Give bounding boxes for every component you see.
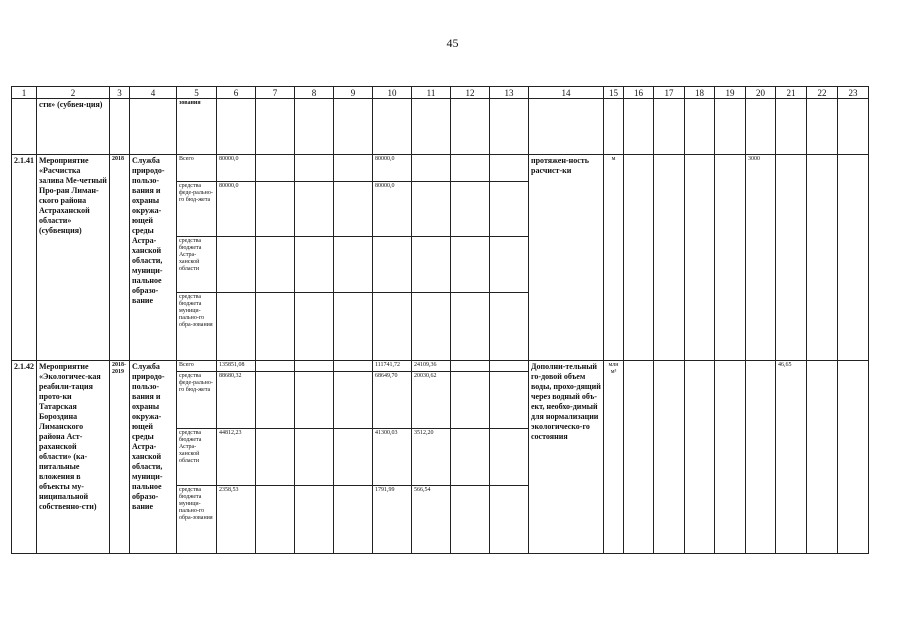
measure-year: 2018: [110, 155, 130, 361]
value-col11: 566,54: [412, 486, 451, 554]
table-row: [12, 155, 869, 182]
continued-source: зования: [177, 99, 217, 155]
column-header: 11: [412, 87, 451, 99]
column-header: 19: [715, 87, 746, 99]
value-col11: 3512,20: [412, 429, 451, 486]
column-header: 15: [604, 87, 624, 99]
program-table: [11, 86, 869, 554]
column-header: 2: [37, 87, 110, 99]
funding-source: средства феде-рально-го бюд-жета: [177, 372, 217, 429]
funding-source: средства бюджета Астра-ханской области: [177, 429, 217, 486]
measure-name: Мероприятие «Расчистка залива Ме-четный Про-ран Лиман-ского района Астраханской области» (субвенция): [37, 155, 110, 361]
value-col10: 111741,72: [373, 361, 412, 372]
column-header: 17: [654, 87, 685, 99]
value-col11: 24109,36: [412, 361, 451, 372]
table-row: [12, 361, 869, 372]
column-header: 4: [130, 87, 177, 99]
column-header: 14: [529, 87, 604, 99]
column-header: 1: [12, 87, 37, 99]
indicator-unit: м: [604, 155, 624, 361]
page-number: 45: [446, 36, 459, 50]
column-header: 16: [624, 87, 654, 99]
funding-source: Всего: [177, 361, 217, 372]
column-header: 7: [256, 87, 295, 99]
column-header: 8: [295, 87, 334, 99]
total-value: 44812,23: [217, 429, 256, 486]
value-col10: 68649,70: [373, 372, 412, 429]
continuation-row: [12, 99, 869, 155]
value-col11: 20030,62: [412, 372, 451, 429]
column-header: 23: [838, 87, 869, 99]
total-value: 80000,0: [217, 182, 256, 237]
column-header: 12: [451, 87, 490, 99]
column-header: 5: [177, 87, 217, 99]
value-col10: 1791,99: [373, 486, 412, 554]
column-header: 21: [776, 87, 807, 99]
column-header: 22: [807, 87, 838, 99]
measure-executor: Служба природо-пользо-вания и охраны окружа-ющей среды Астра-ханской области, муници-пальное образо-вание: [130, 155, 177, 361]
measure-year: 2018-2019: [110, 361, 130, 554]
column-header: 18: [685, 87, 715, 99]
column-header: 6: [217, 87, 256, 99]
column-header: 10: [373, 87, 412, 99]
value-col10: 80000,0: [373, 155, 412, 182]
indicator-value-col21: 46,65: [776, 361, 807, 554]
total-value: 2358,53: [217, 486, 256, 554]
value-col10: 41300,03: [373, 429, 412, 486]
continued-name: сти» (субвен-ция): [37, 99, 110, 155]
indicator-name: протяжен-ность расчист-ки: [529, 155, 604, 361]
total-value: 135851,08: [217, 361, 256, 372]
funding-source: средства бюджета муници-пально-го обра-зования: [177, 293, 217, 361]
funding-source: Всего: [177, 155, 217, 182]
measure-name: Мероприятие «Экологичес-кая реабили-тация прото-ки Татарская Бороздина Лиманского района Аст-раханской области» (ка-питальные вложения в объекты му-ниципальной собственно-сти): [37, 361, 110, 554]
total-value: 88680,32: [217, 372, 256, 429]
indicator-name: Дополни-тельный го-довой объем воды, прохо-дящий через водный объ-ект, необхо-димый для нормализации экологическо-го состояния: [529, 361, 604, 554]
column-header: 3: [110, 87, 130, 99]
indicator-value-col20: 3000: [746, 155, 776, 361]
funding-source: средства феде-рально-го бюд-жета: [177, 182, 217, 237]
funding-source: средства бюджета муници-пально-го обра-зования: [177, 486, 217, 554]
indicator-unit: млн м³: [604, 361, 624, 554]
column-header: 9: [334, 87, 373, 99]
funding-source: средства бюджета Астра-ханской области: [177, 237, 217, 293]
measure-number: 2.1.41: [12, 155, 37, 361]
measure-executor: Служба природо-пользо-вания и охраны окружа-ющей среды Астра-ханской области, муници-пальное образо-вание: [130, 361, 177, 554]
column-number-row: [12, 87, 869, 99]
measure-number: 2.1.42: [12, 361, 37, 554]
value-col10: 80000,0: [373, 182, 412, 237]
column-header: 20: [746, 87, 776, 99]
column-header: 13: [490, 87, 529, 99]
total-value: 80000,0: [217, 155, 256, 182]
